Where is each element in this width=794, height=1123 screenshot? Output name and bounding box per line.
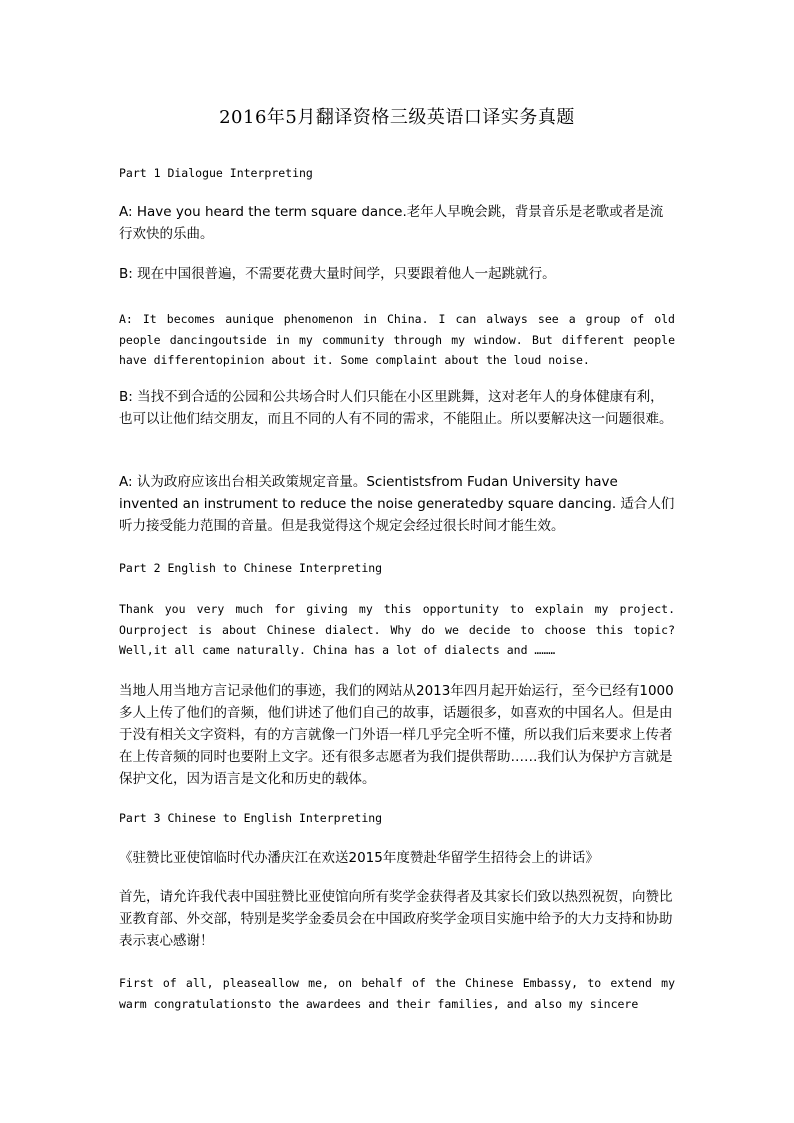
part3-english-paragraph: First of all, pleaseallow me, on behalf of the Chinese Embassy, to extend my warm congratulationsto the awardees and their families, and also my sincere [119,976,675,1011]
part2-heading: Part 2 English to Chinese Interpreting [119,561,383,575]
part2-chinese-paragraph: 当地人用当地方言记录他们的事迹，我们的网站从2013年四月起开始运行，至今已经有1000多人上传了他们的音频，他们讲述了他们自己的故事，话题很多，如喜欢的中国名人。但是由于没有相关文字资料，有的方言就像一门外语一样几乎完全听不懂，所以我们后来要求上传者在上传音频的同时也要附上文字。还有很多志愿者为我们提供帮助……我们认为保护方言就是保护文化，因为语言是文化和历史的载体。 [119,683,674,787]
dialogue-a1-text: A: Have you heard the term square dance.老年人早晚会跳，背景音乐是老歌或者是流行欢快的乐曲。 [119,204,664,242]
part3-heading: Part 3 Chinese to English Interpreting [119,811,383,825]
part1-heading: Part 1 Dialogue Interpreting [119,166,313,180]
dialogue-a1 [119,201,675,245]
part2-english-paragraph: Thank you very much for giving my this opportunity to explain my project. Ourproject is about Chinese dialect. Why do we decide to choose this topic? Well,it all came naturally. China has a lot of dialects and ……… [119,602,675,657]
speech-title: 《驻赞比亚使馆临时代办潘庆江在欢送2015年度赞赴华留学生招待会上的讲话》 [119,850,599,866]
dialogue-a3: A: 认为政府应该出台相关政策规定音量。Scientistsfrom Fudan University have invented an instrument to reduce the noise generatedby square dancing. 适合人们听力接受能力范围的音量。但是我觉得这个规定会经过很长时间才能生效。 [119,474,675,534]
dialogue-a2: A: It becomes aunique phenomenon in China. I can always see a group of old people dancingoutside in my community through my window. But different people have differentopinion about it. Some complaint about the loud noise. [119,312,675,367]
dialogue-b2: B: 当找不到合适的公园和公共场合时人们只能在小区里跳舞，这对老年人的身体健康有利，也可以让他们结交朋友，而且不同的人有不同的需求，不能阻止。所以要解决这一问题很难。 [119,389,673,427]
part3-chinese-paragraph: 首先，请允许我代表中国驻赞比亚使馆向所有奖学金获得者及其家长们致以热烈祝贺，向赞比亚教育部、外交部，特别是奖学金委员会在中国政府奖学金项目实施中给予的大力支持和协助表示衷心感谢！ [119,889,673,949]
dialogue-b1: B: 现在中国很普遍，不需要花费大量时间学，只要跟着他人一起跳就行。 [119,266,556,282]
document-title: 2016年5月翻译资格三级英语口译实务真题 [219,107,575,128]
